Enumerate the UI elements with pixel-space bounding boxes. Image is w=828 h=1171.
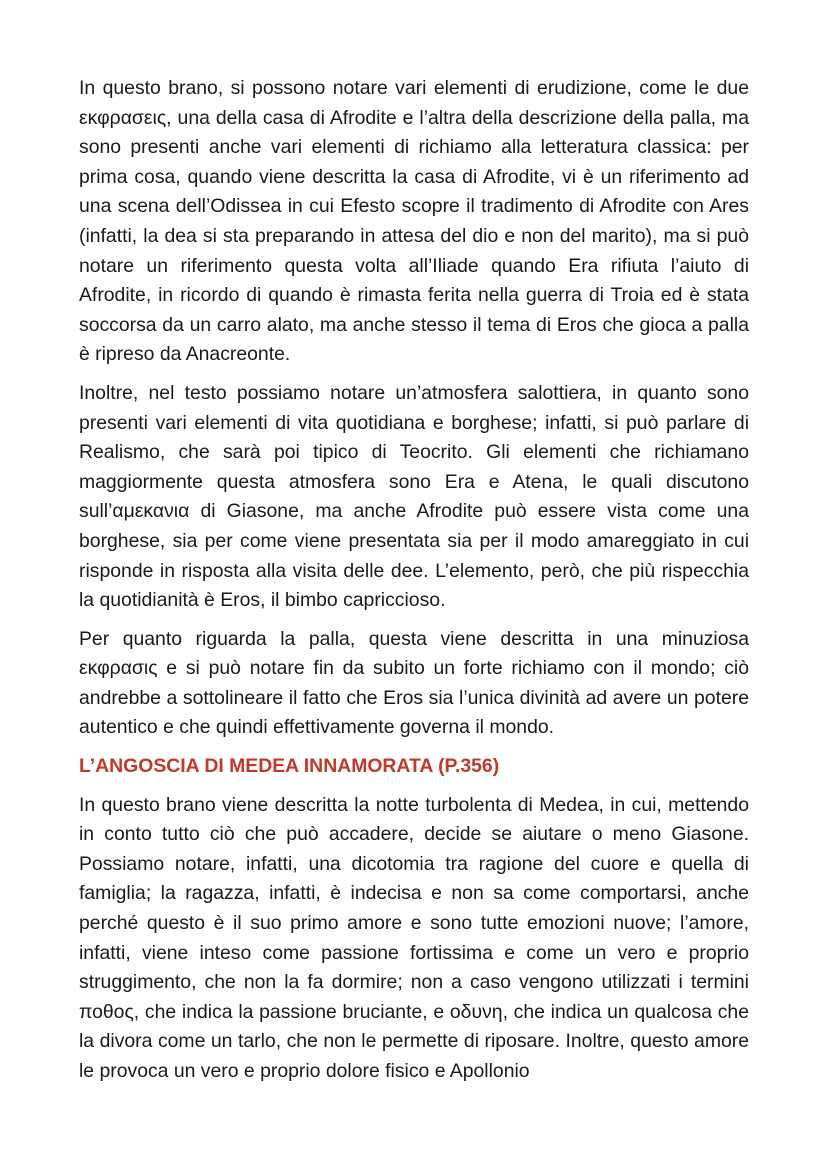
paragraph-medea: In questo brano viene descritta la notte turbolenta di Medea, in cui, mettendo in conto tutto ciò che può accadere, decide se aiutare o meno Giasone. Possiamo notare, infatti, una dicotomia tra ragione del cuore e quella di famiglia; la ragazza, infatti, è indecisa e non sa come comportarsi, anche perché questo è il suo primo amore e sono tutte emozioni nuove; l’amore, infatti, viene inteso come passione fortissima e come un vero e proprio struggimento, che non la fa dormire; non a caso vengono utilizzati i termini ποθος, che indica la passione bruciante, e οδυνη, che indica un qualcosa che la divora come un tarlo, che non le permette di riposare. Inoltre, questo amore le provoca un vero e proprio dolore fisico e Apollonio [79, 793, 749, 1082]
paragraph-palla: Per quanto riguarda la palla, questa viene descritta in una minuziosa εκφρασις e si può notare fin da subito un forte richiamo con il mondo; ciò andrebbe a sottolineare il fatto che Eros sia l’unica divinità ad avere un potere autentico e che quindi effettivamente governa il mondo. [79, 627, 749, 739]
document-page [79, 74, 749, 1096]
paragraph-atmosfera-salottiera: Inoltre, nel testo possiamo notare un’atmosfera salottiera, in quanto sono presenti vari elementi di vita quotidiana e borghese; infatti, si può parlare di Realismo, che sarà poi tipico di Teocrito. Gli elementi che richiamano maggiormente questa atmosfera sono Era e Atena, le quali discutono sull’αμεκανια di Giasone, ma anche Afrodite può essere vista come una borghese, sia per come viene presentata sia per il modo amareggiato in cui risponde in risposta alla visita delle dee. L’elemento, però, che più rispecchia la quotidianità è Eros, il bimbo capriccioso. [79, 381, 749, 612]
paragraph-erudizione: In questo brano, si possono notare vari elementi di erudizione, come le due εκφρασεις, una della casa di Afrodite e l’altra della descrizione della palla, ma sono presenti anche vari elementi di richiamo alla letteratura classica: per prima cosa, quando viene descritta la casa di Afrodite, vi è un riferimento ad una scena dell’Odissea in cui Efesto scopre il tradimento di Afrodite con Ares (infatti, la dea si sta preparando in attesa del dio e non del marito), ma si può notare un riferimento questa volta all’Iliade quando Era rifiuta l’aiuto di Afrodite, in ricordo di quando è rimasta ferita nella guerra di Troia ed è stata soccorsa da un carro alato, ma anche stesso il tema di Eros che gioca a palla è ripreso da Anacreonte. [79, 77, 749, 366]
section-heading: L’ANGOSCIA DI MEDEA INNAMORATA (P.356) [79, 755, 500, 778]
